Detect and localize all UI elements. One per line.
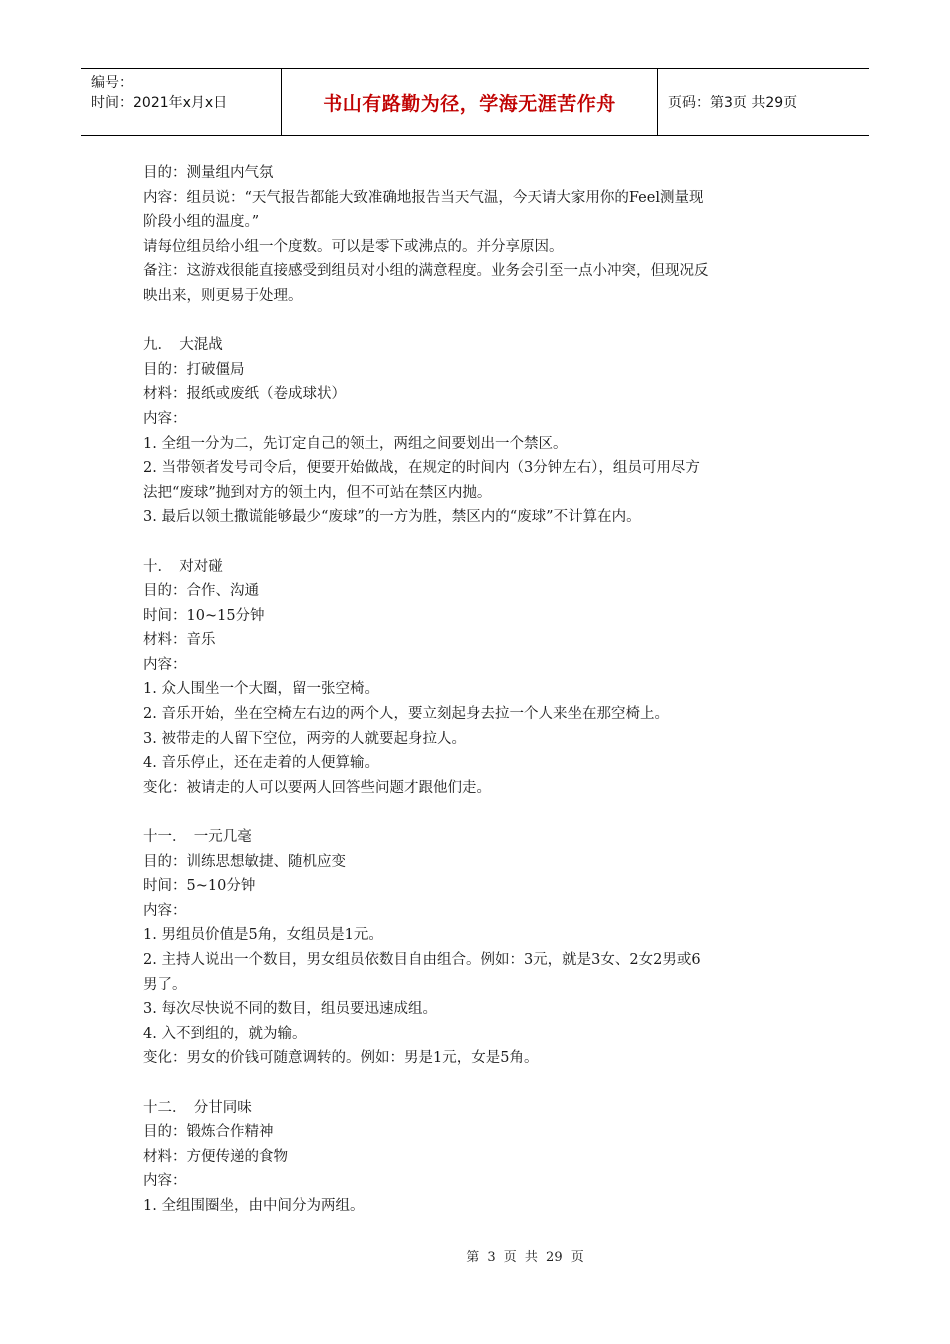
footer-page-number: 第 3 页 共 29 页 <box>466 1250 584 1265</box>
text-line: 1. 众人围坐一个大圈，留一张空椅。 <box>143 681 379 698</box>
text-line: 目的：锻炼合作精神 <box>143 1124 274 1141</box>
text-line: 3. 最后以领土撒谎能够最少“废球”的一方为胜，禁区内的“废球”不计算在内。 <box>143 509 641 526</box>
text-line: 内容： <box>143 410 187 427</box>
text-line: 1. 男组员价值是5角，女组员是1元。 <box>143 927 383 944</box>
document-number-label: 编号： <box>91 75 133 91</box>
text-line: 十一． 一元几毫 <box>143 829 252 846</box>
text-line: 九． 大混战 <box>143 337 223 354</box>
text-line: 十． 对对碰 <box>143 558 223 575</box>
page-footer <box>0 1246 950 1265</box>
header-page-cell <box>658 69 869 135</box>
document-date-label: 时间：2021年x月x日 <box>91 95 228 111</box>
blank-line <box>143 1071 813 1096</box>
text-line: 时间：5~10分钟 <box>143 878 256 895</box>
text-line: 4. 入不到组的，就为输。 <box>143 1025 307 1042</box>
text-line: 内容： <box>143 656 187 673</box>
text-line: 内容： <box>143 902 187 919</box>
text-line: 备注：这游戏很能直接感受到组员对小组的满意程度。业务会引至一点小冲突，但现况反 <box>143 263 709 280</box>
text-line: 4. 音乐停止，还在走着的人便算输。 <box>143 755 379 772</box>
text-line: 材料：音乐 <box>143 632 216 649</box>
blank-line <box>143 309 813 334</box>
header-motto: 书山有路勤为径，学海无涯苦作舟 <box>323 92 616 115</box>
text-line: 请每位组员给小组一个度数。可以是零下或沸点的。并分享原因。 <box>143 238 564 255</box>
text-line: 男了。 <box>143 976 187 993</box>
document-body <box>143 161 813 1219</box>
text-line: 材料：报纸或废纸（卷成球状） <box>143 386 346 403</box>
text-line: 变化：被请走的人可以要两人回答些问题才跟他们走。 <box>143 779 491 796</box>
text-line: 时间：10~15分钟 <box>143 607 265 624</box>
text-line: 3. 每次尽快说不同的数目，组员要迅速成组。 <box>143 1001 437 1018</box>
text-line: 法把“废球”抛到对方的领土内，但不可站在禁区内抛。 <box>143 484 492 501</box>
text-line: 十二． 分甘同味 <box>143 1099 252 1116</box>
text-line: 2. 音乐开始，坐在空椅左右边的两个人，要立刻起身去拉一个人来坐在那空椅上。 <box>143 706 669 723</box>
text-line: 1. 全组围圈坐，由中间分为两组。 <box>143 1197 365 1214</box>
text-line: 2. 当带领者发号司令后，便要开始做战，在规定的时间内（3分钟左右），组员可用尽方 <box>143 460 700 477</box>
text-line: 1. 全组一分为二，先订定自己的领土，两组之间要划出一个禁区。 <box>143 435 568 452</box>
text-line: 3. 被带走的人留下空位，两旁的人就要起身拉人。 <box>143 730 466 747</box>
header-page-label: 页码：第3页 共29页 <box>668 95 798 111</box>
text-line: 目的：训练思想敏捷、随机应变 <box>143 853 346 870</box>
text-line: 材料：方便传递的食物 <box>143 1148 288 1165</box>
text-line: 阶段小组的温度。” <box>143 214 260 231</box>
text-line: 映出来，则更易于处理。 <box>143 287 303 304</box>
blank-line <box>143 530 813 555</box>
header-meta <box>81 69 282 135</box>
text-line: 目的：合作、沟通 <box>143 583 259 600</box>
blank-line <box>143 800 813 825</box>
header-motto-cell <box>282 69 658 135</box>
text-line: 变化：男女的价钱可随意调转的。例如：男是1元，女是5角。 <box>143 1050 539 1067</box>
text-line: 2. 主持人说出一个数目，男女组员依数目自由组合。例如：3元，就是3女、2女2男或6 <box>143 952 701 968</box>
text-line: 内容：组员说：“天气报告都能大致准确地报告当天气温，今天请大家用你的Feel测量现 <box>143 189 704 206</box>
text-line: 目的：测量组内气氛 <box>143 165 274 181</box>
page-header <box>81 68 869 136</box>
text-line: 内容： <box>143 1173 187 1190</box>
text-line: 目的：打破僵局 <box>143 361 245 378</box>
